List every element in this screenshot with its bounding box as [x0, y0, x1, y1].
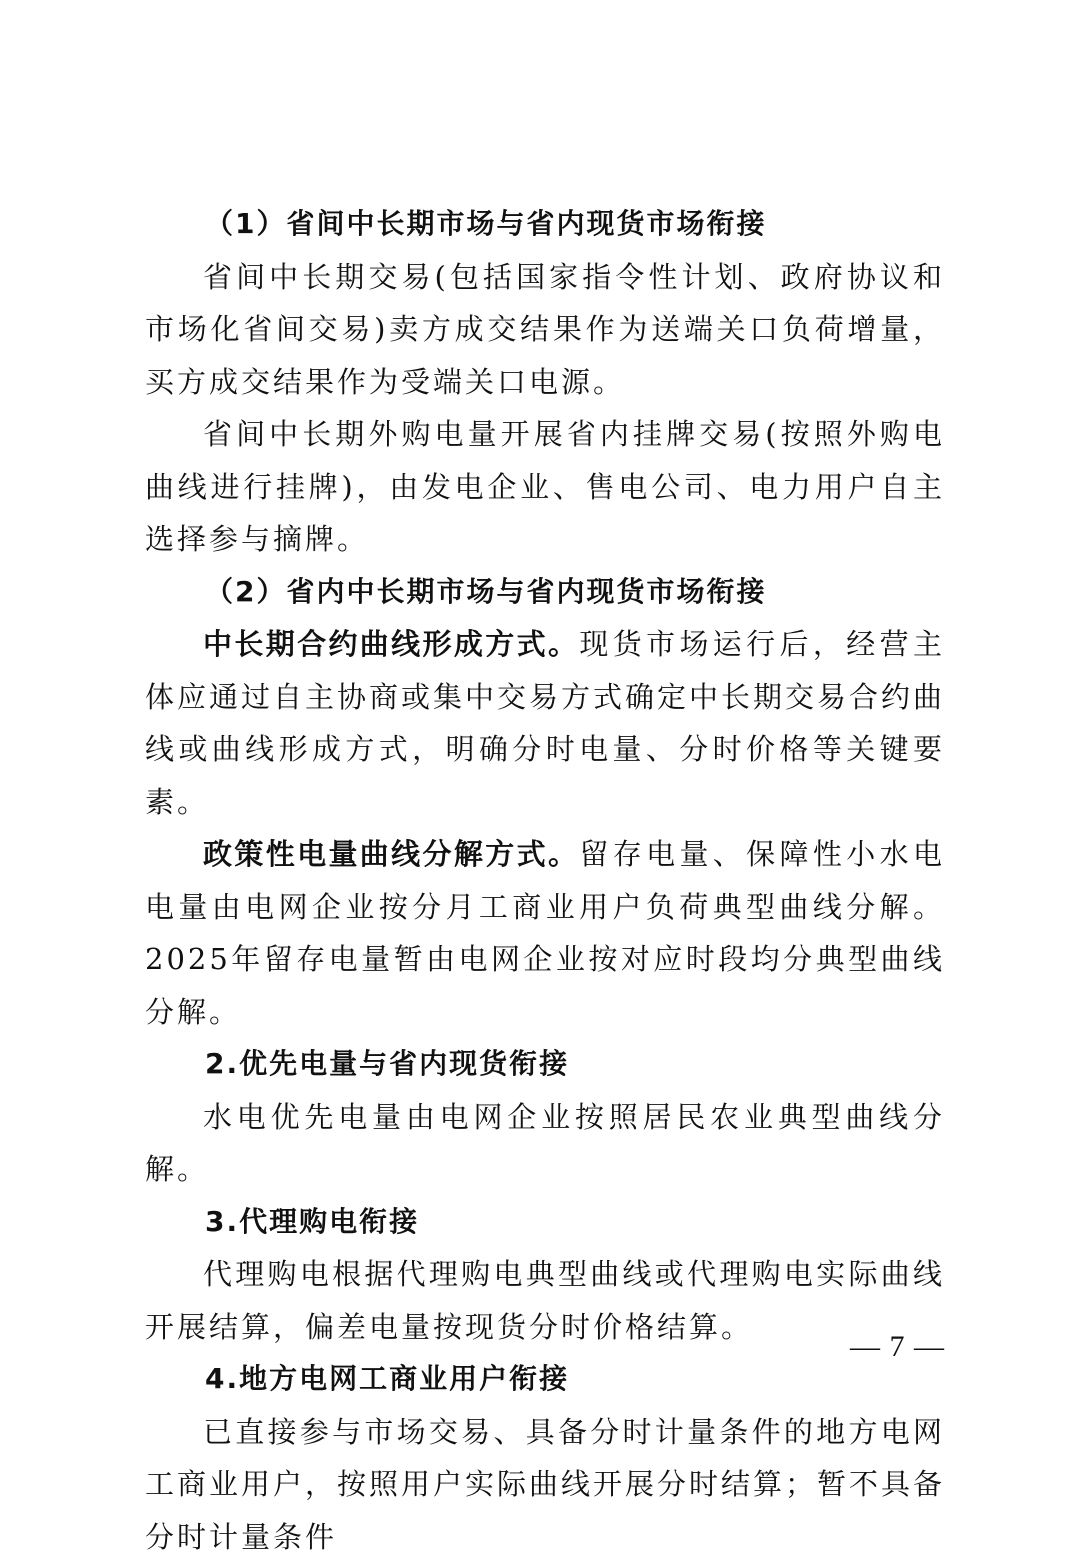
section-heading-1-2: （2）省内中长期市场与省内现货市场衔接 [145, 566, 945, 619]
paragraph-lead: 中长期合约曲线形成方式。 [203, 627, 579, 661]
paragraph-interprovincial-trade: 省间中长期交易(包括国家指令性计划、政府协议和市场化省间交易)卖方成交结果作为送端关口负荷增量，买方成交结果作为受端关口电源。 [145, 251, 945, 409]
paragraph-lead: 政策性电量曲线分解方式。 [203, 837, 579, 871]
paragraph-text: 留存电量、保障性小水电电量由电网企业按分月工商业用户负荷典型曲线分解。2025年留存电量暂由电网企业按对应时段均分典型曲线分解。 [145, 837, 945, 1029]
paragraph-policy-curve [145, 828, 945, 1038]
paragraph-agent-purchase: 代理购电根据代理购电典型曲线或代理购电实际曲线开展结算，偏差电量按现货分时价格结算。 [145, 1248, 945, 1353]
paragraph-text: 现货市场运行后，经营主体应通过自主协商或集中交易方式确定中长期交易合约曲线或曲线形成方式，明确分时电量、分时价格等关键要素。 [145, 627, 945, 819]
paragraph-priority-power: 水电优先电量由电网企业按照居民农业典型曲线分解。 [145, 1091, 945, 1196]
document-body [145, 198, 945, 1563]
page-number: — 7 — [850, 1330, 945, 1364]
paragraph-local-grid-users: 已直接参与市场交易、具备分时计量条件的地方电网工商业用户，按照用户实际曲线开展分时结算；暂不具备分时计量条件 [145, 1406, 945, 1563]
section-heading-4: 4.地方电网工商业用户衔接 [145, 1353, 945, 1406]
paragraph-contract-curve [145, 618, 945, 828]
section-heading-2: 2.优先电量与省内现货衔接 [145, 1038, 945, 1091]
paragraph-external-purchase: 省间中长期外购电量开展省内挂牌交易(按照外购电曲线进行挂牌)，由发电企业、售电公司、电力用户自主选择参与摘牌。 [145, 408, 945, 566]
section-heading-3: 3.代理购电衔接 [145, 1196, 945, 1249]
section-heading-1-1: （1）省间中长期市场与省内现货市场衔接 [145, 198, 945, 251]
